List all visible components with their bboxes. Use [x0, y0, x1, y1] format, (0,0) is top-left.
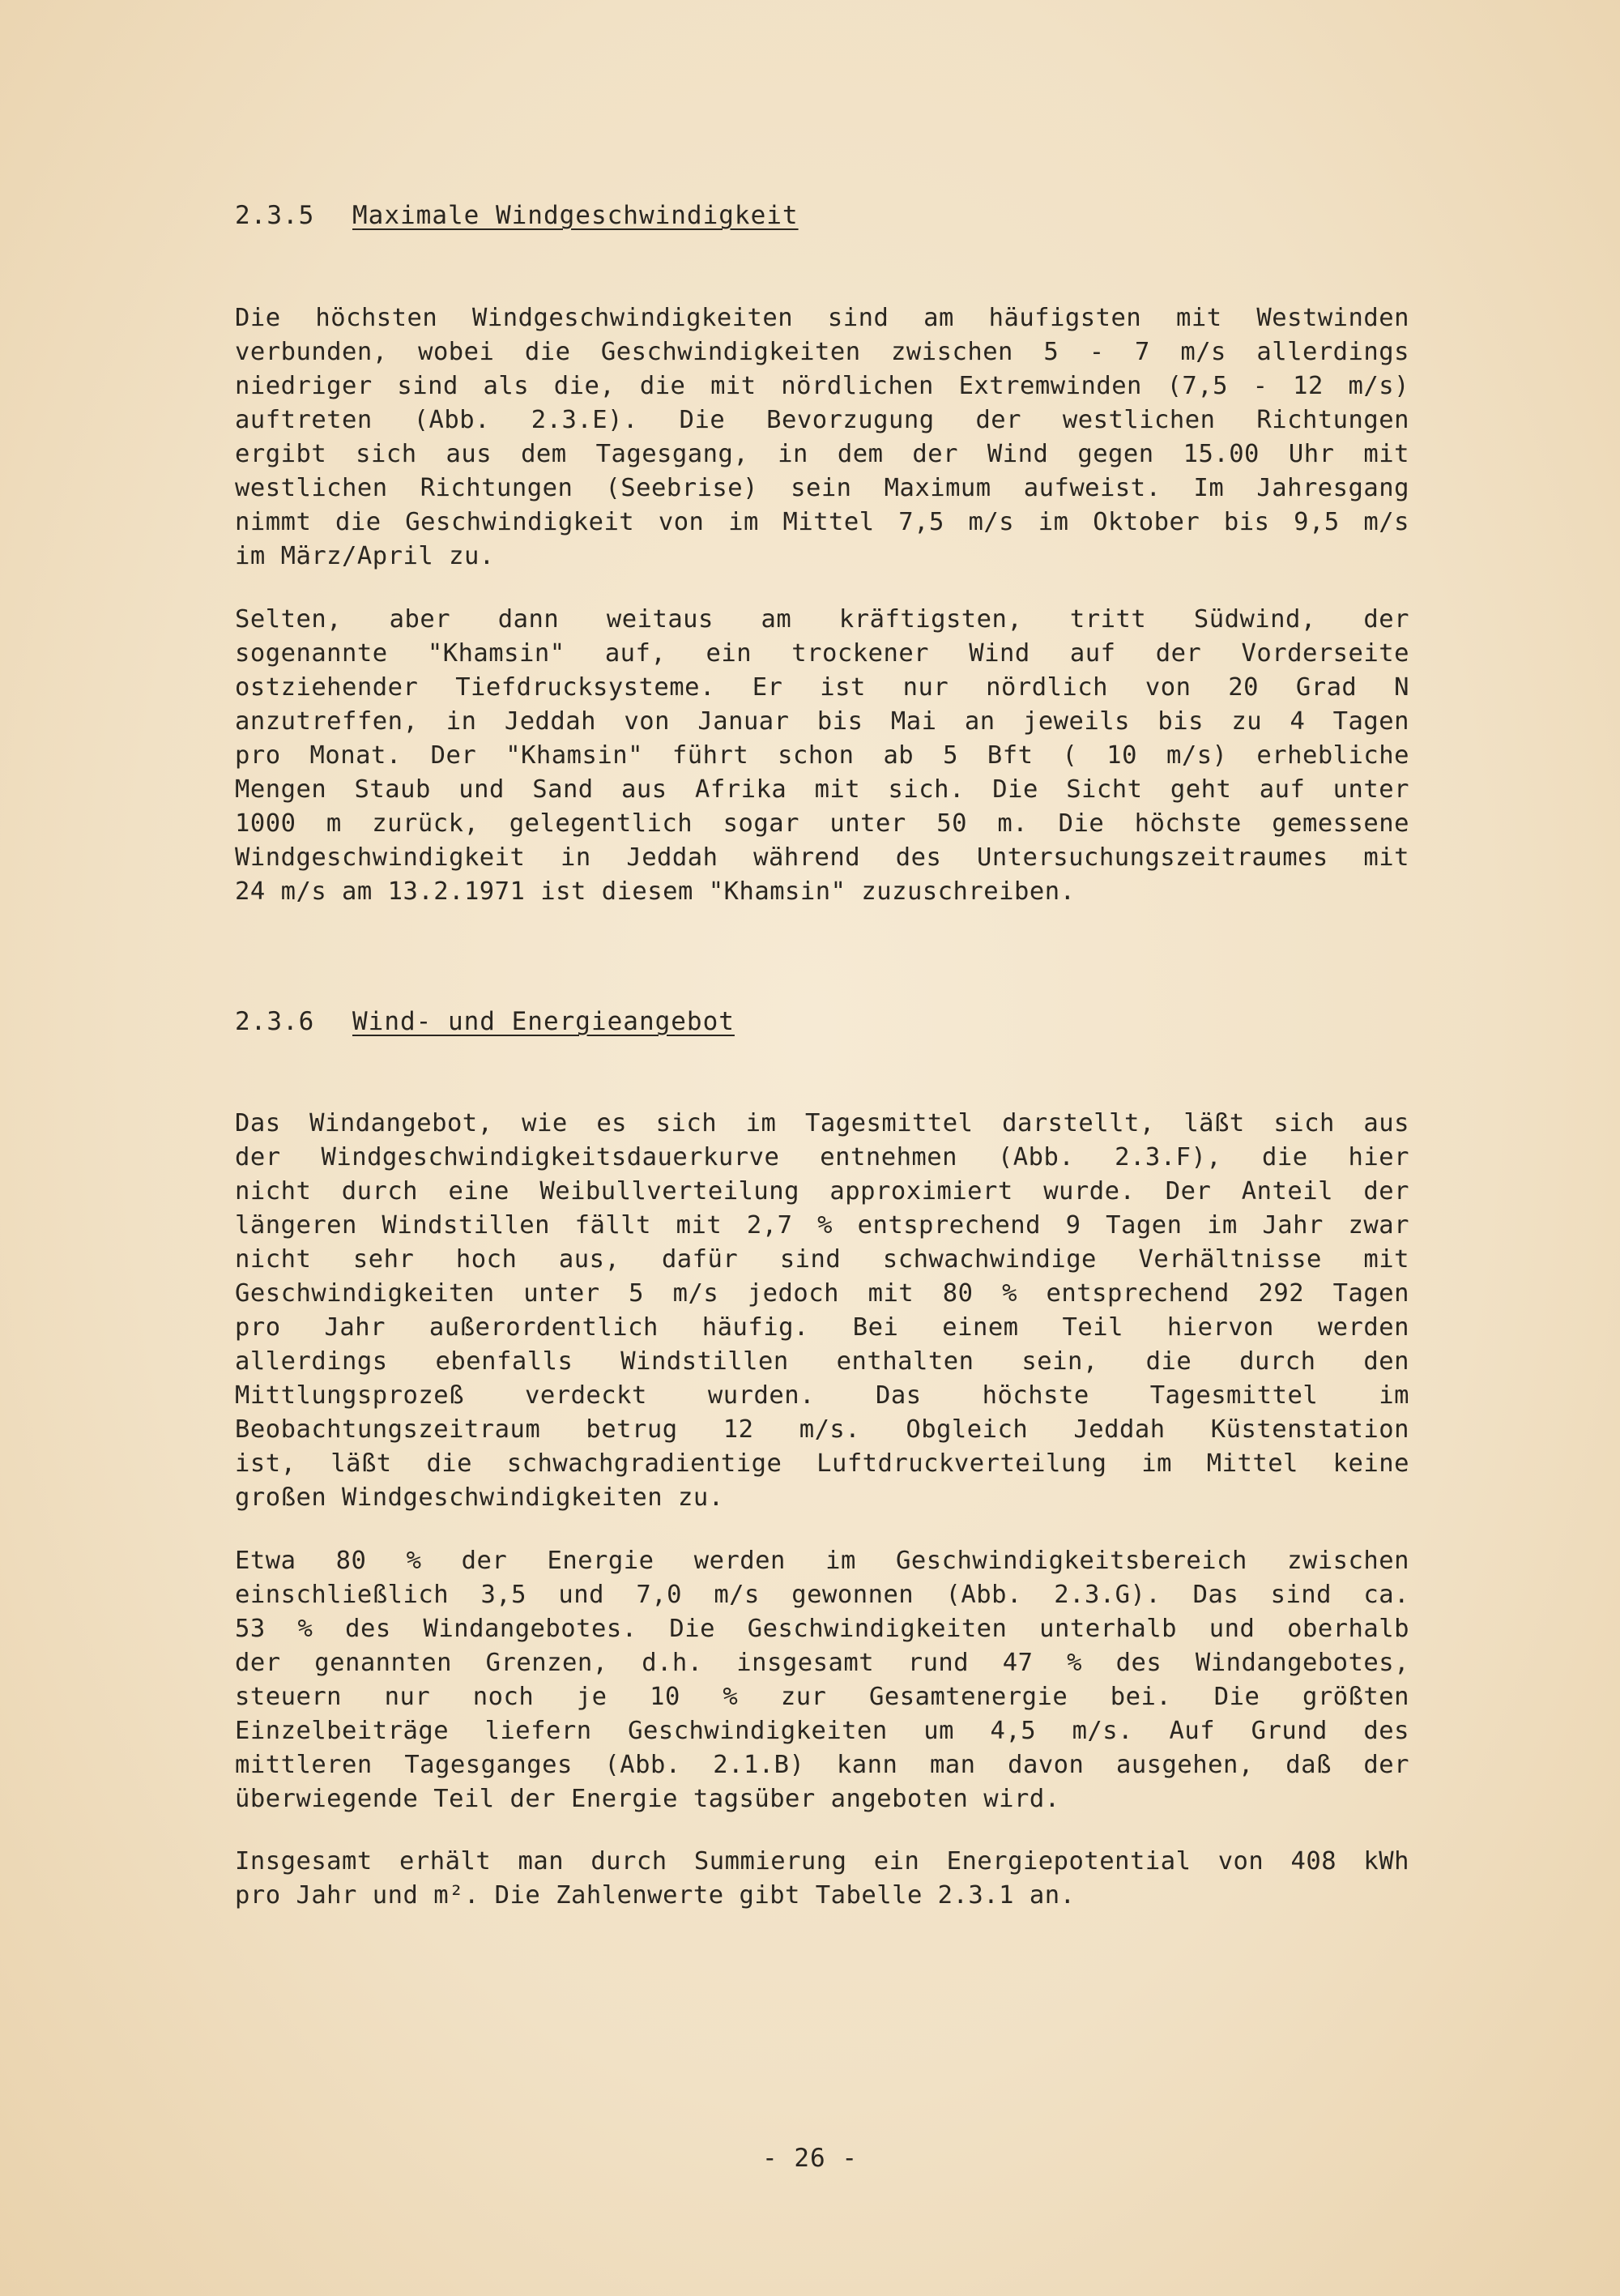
text-line: Mengen Staub und Sand aus Afrika mit sich. Die Sicht geht auf unter — [235, 775, 1409, 804]
section-heading-235 — [235, 201, 799, 230]
text-line: 53 % des Windangebotes. Die Geschwindigkeiten unterhalb und oberhalb — [235, 1615, 1409, 1643]
text-line: längeren Windstillen fällt mit 2,7 % entsprechend 9 Tagen im Jahr zwar — [235, 1211, 1409, 1240]
text-line: Die höchsten Windgeschwindigkeiten sind am häufigsten mit Westwinden — [235, 304, 1409, 332]
text-line: einschließlich 3,5 und 7,0 m/s gewonnen (Abb. 2.3.G). Das sind ca. — [235, 1581, 1409, 1609]
text-line: pro Jahr außerordentlich häufig. Bei einem Teil hiervon werden — [235, 1313, 1409, 1342]
paragraph-236-3 — [235, 1845, 1409, 1913]
text-line: nicht durch eine Weibullverteilung approximiert wurde. Der Anteil der — [235, 1177, 1409, 1206]
paragraph-235-2 — [235, 603, 1409, 909]
text-line: Etwa 80 % der Energie werden im Geschwindigkeitsbereich zwischen — [235, 1547, 1409, 1575]
text-line: ostziehender Tiefdrucksysteme. Er ist nur nördlich von 20 Grad N — [235, 673, 1409, 702]
text-line: steuern nur noch je 10 % zur Gesamtenergie bei. Die größten — [235, 1683, 1409, 1711]
section-title: Wind- und Energieangebot — [352, 1007, 735, 1036]
text-line: Geschwindigkeiten unter 5 m/s jedoch mit 80 % entsprechend 292 Tagen — [235, 1279, 1409, 1308]
text-line: im März/April zu. — [235, 542, 495, 570]
text-line: der genannten Grenzen, d.h. insgesamt rund 47 % des Windangebotes, — [235, 1649, 1409, 1677]
text-line: 1000 m zurück, gelegentlich sogar unter 50 m. Die höchste gemessene — [235, 809, 1409, 838]
text-line: ergibt sich aus dem Tagesgang, in dem der Wind gegen 15.00 Uhr mit — [235, 440, 1409, 468]
text-line: nimmt die Geschwindigkeit von im Mittel 7,5 m/s im Oktober bis 9,5 m/s — [235, 508, 1409, 536]
text-line: Insgesamt erhält man durch Summierung ein Energiepotential von 408 kWh — [235, 1847, 1409, 1876]
text-line: 24 m/s am 13.2.1971 ist diesem "Khamsin" zuzuschreiben. — [235, 877, 1076, 906]
text-line: großen Windgeschwindigkeiten zu. — [235, 1483, 724, 1512]
text-line: Das Windangebot, wie es sich im Tagesmittel darstellt, läßt sich aus — [235, 1109, 1409, 1137]
section-number: 2.3.6 — [235, 1007, 315, 1036]
text-line: Mittlungsprozeß verdeckt wurden. Das höchste Tagesmittel im — [235, 1381, 1409, 1410]
text-line: Beobachtungszeitraum betrug 12 m/s. Obgleich Jeddah Küstenstation — [235, 1415, 1409, 1444]
text-line: allerdings ebenfalls Windstillen enthalten sein, die durch den — [235, 1347, 1409, 1376]
text-line: verbunden, wobei die Geschwindigkeiten zwischen 5 - 7 m/s allerdings — [235, 338, 1409, 366]
text-line: auftreten (Abb. 2.3.E). Die Bevorzugung der westlichen Richtungen — [235, 406, 1409, 434]
text-line: anzutreffen, in Jeddah von Januar bis Mai an jeweils bis zu 4 Tagen — [235, 707, 1409, 736]
text-line: westlichen Richtungen (Seebrise) sein Maximum aufweist. Im Jahresgang — [235, 474, 1409, 502]
paragraph-236-2 — [235, 1544, 1409, 1816]
text-line: überwiegende Teil der Energie tagsüber angeboten wird. — [235, 1785, 1060, 1813]
page-number: - 26 - — [762, 2144, 858, 2173]
text-line: niedriger sind als die, die mit nördlichen Extremwinden (7,5 - 12 m/s) — [235, 372, 1409, 400]
text-line: sogenannte "Khamsin" auf, ein trockener Wind auf der Vorderseite — [235, 639, 1409, 668]
text-line: ist, läßt die schwachgradientige Luftdruckverteilung im Mittel keine — [235, 1449, 1409, 1478]
text-line: der Windgeschwindigkeitsdauerkurve entnehmen (Abb. 2.3.F), die hier — [235, 1143, 1409, 1171]
section-heading-236 — [235, 1007, 735, 1036]
text-line: pro Jahr und m². Die Zahlenwerte gibt Tabelle 2.3.1 an. — [235, 1881, 1076, 1910]
section-number: 2.3.5 — [235, 201, 315, 230]
text-line: Selten, aber dann weitaus am kräftigsten, tritt Südwind, der — [235, 605, 1409, 634]
section-title: Maximale Windgeschwindigkeit — [352, 201, 799, 230]
paragraph-235-1 — [235, 301, 1409, 574]
paragraph-236-1 — [235, 1107, 1409, 1515]
text-line: pro Monat. Der "Khamsin" führt schon ab 5 Bft ( 10 m/s) erhebliche — [235, 741, 1409, 770]
text-line: mittleren Tagesganges (Abb. 2.1.B) kann man davon ausgehen, daß der — [235, 1751, 1409, 1779]
text-line: Einzelbeiträge liefern Geschwindigkeiten um 4,5 m/s. Auf Grund des — [235, 1717, 1409, 1745]
text-line: nicht sehr hoch aus, dafür sind schwachwindige Verhältnisse mit — [235, 1245, 1409, 1274]
text-line: Windgeschwindigkeit in Jeddah während des Untersuchungszeitraumes mit — [235, 843, 1409, 872]
